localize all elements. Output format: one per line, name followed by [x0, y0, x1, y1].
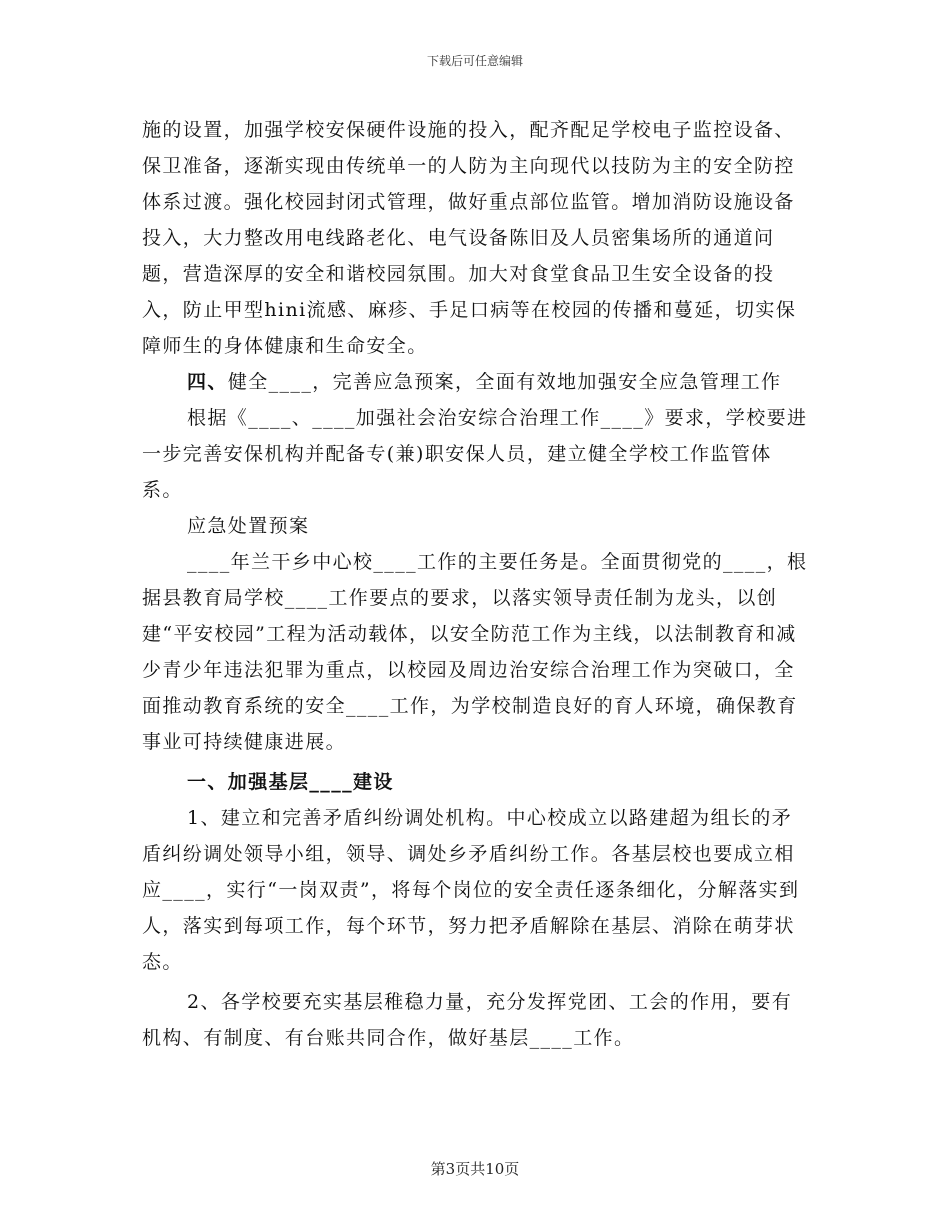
subtitle-emergency-plan: 应急处置预案 [187, 515, 310, 537]
page-footer: 第3页共10页 [430, 1160, 520, 1178]
paragraph-facilities: 施的设置，加强学校安保硬件设施的投入，配齐配足学校电子监控设备、保卫准备，逐渐实现由传统单一的人防为主向现代以技防为主的安全防控体系过渡。强化校园封闭式管理，做好重点部位监管。增加消防设施设备投入，大力整改用电线路老化、电气设备陈旧及人员密集场所的通道问题，营造深厚的安全和谐校园氛围。加大对食堂食品卫生安全设备的投入，防止甲型hini流感、麻疹、手足口病等在校园的传播和蔓延，切实保障师生的身体健康和生命安全。 [142, 119, 797, 357]
page-header: 下载后可任意编辑 [426, 54, 523, 68]
document-body [142, 112, 810, 1056]
section-number: 四、 [187, 371, 228, 393]
section-heading-one: 一、加强基层____建设 [187, 771, 394, 793]
paragraph-item-1: 1、建立和完善矛盾纠纷调处机构。中心校成立以路建超为组长的矛盾纠纷调处领导小组，领导、调处乡矛盾纠纷工作。各基层校也要成立相应____，实行“一岗双责”，将每个岗位的安全责任逐条细化，分解落实到人，落实到每项工作，每个环节，努力把矛盾解除在基层、消除在萌芽状态。 [142, 807, 800, 973]
section-heading-text: 健全____，完善应急预案，全面有效地加强安全应急管理工作 [227, 371, 782, 393]
paragraph-basis: 根据《____、____加强社会治安综合治理工作____》要求，学校要进一步完善安保机构并配备专(兼)职安保人员，建立健全学校工作监管体系。 [142, 407, 808, 501]
section-heading-four [142, 364, 810, 400]
paragraph-main-tasks: ____年兰干乡中心校____工作的主要任务是。全面贯彻党的____，根据县教育局学校____工作要点的要求，以落实领导责任制为龙头，以创建“平安校园”工程为活动载体，以安全防范工作为主线，以法制教育和减少青少年违法犯罪为重点，以校园及周边治安综合治理工作为突破口，全面推动教育系统的安全____工作，为学校制造良好的育人环境，确保教育事业可持续健康进展。 [142, 551, 808, 753]
paragraph-item-2: 2、各学校要充实基层稚稳力量，充分发挥党团、工会的作用，要有机构、有制度、有台账共同合作，做好基层____工作。 [142, 991, 793, 1049]
